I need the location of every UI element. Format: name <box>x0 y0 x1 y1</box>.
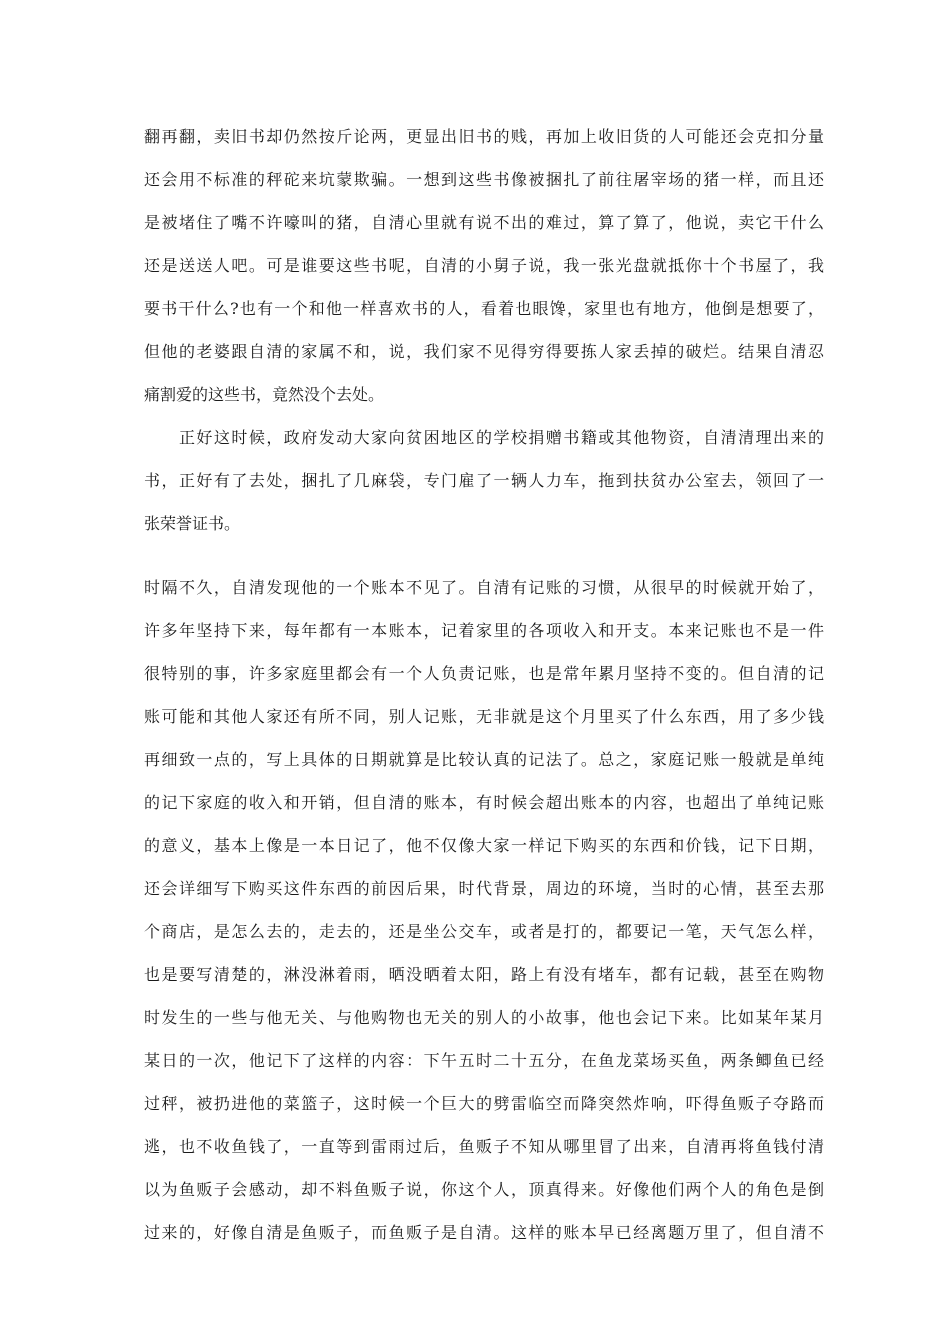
body-text-line: 某日的一次，他记下了这样的内容：下午五时二十五分，在鱼龙菜场买鱼，两条鲫鱼已经 <box>144 1051 824 1070</box>
body-text-line: 是被堵住了嘴不许嚎叫的猪，自清心里就有说不出的难过，算了算了，他说，卖它干什么 <box>144 213 824 232</box>
body-text-line: 还会详细写下购买这件东西的前因后果，时代背景，周边的环境，当时的心情，甚至去那 <box>144 879 824 898</box>
body-text-line: 个商店，是怎么去的，走去的，还是坐公交车，或者是打的，都要记一笔，天气怎么样， <box>144 922 824 941</box>
body-text-line: 的意义，基本上像是一本日记了，他不仅像大家一样记下购买的东西和价钱，记下日期， <box>144 836 824 855</box>
body-text-line: 过来的，好像自清是鱼贩子，而鱼贩子是自清。这样的账本早已经离题万里了，但自清不 <box>144 1223 824 1242</box>
body-text-line: 时隔不久，自清发现他的一个账本不见了。自清有记账的习惯，从很早的时候就开始了， <box>144 578 824 597</box>
body-text-line: 以为鱼贩子会感动，却不料鱼贩子说，你这个人，顶真得来。好像他们两个人的角色是倒 <box>144 1180 824 1199</box>
body-text-line: 要书干什么?也有一个和他一样喜欢书的人，看着也眼馋，家里也有地方，他倒是想要了， <box>144 299 824 318</box>
body-text-line: 许多年坚持下来，每年都有一本账本，记着家里的各项收入和开支。本来记账也不是一件 <box>144 621 824 640</box>
body-text-line: 过秤，被扔进他的菜篮子，这时候一个巨大的劈雷临空而降突然炸响，吓得鱼贩子夺路而 <box>144 1094 824 1113</box>
body-text-line: 痛割爱的这些书，竟然没个去处。 <box>144 385 385 404</box>
body-text-line: 书，正好有了去处，捆扎了几麻袋，专门雇了一辆人力车，拖到扶贫办公室去，领回了一 <box>144 471 824 490</box>
body-text-line: 还会用不标准的秤砣来坑蒙欺骗。一想到这些书像被捆扎了前往屠宰场的猪一样，而且还 <box>144 170 824 189</box>
body-text-line: 的记下家庭的收入和开销，但自清的账本，有时候会超出账本的内容，也超出了单纯记账 <box>144 793 824 812</box>
body-text-line: 很特别的事，许多家庭里都会有一个人负责记账，也是常年累月坚持不变的。但自清的记 <box>144 664 824 683</box>
body-text-line: 张荣誉证书。 <box>144 514 241 533</box>
body-text-line: 还是送送人吧。可是谁要这些书呢，自清的小舅子说，我一张光盘就抵你十个书屋了，我 <box>144 256 824 275</box>
body-text-line: 再细致一点的，写上具体的日期就算是比较认真的记法了。总之，家庭记账一般就是单纯 <box>144 750 824 769</box>
body-text-line: 逃，也不收鱼钱了，一直等到雷雨过后，鱼贩子不知从哪里冒了出来，自清再将鱼钱付清 <box>144 1137 824 1156</box>
body-text-line: 正好这时候，政府发动大家向贫困地区的学校捐赠书籍或其他物资，自清清理出来的 <box>144 428 824 447</box>
body-text-line: 翻再翻，卖旧书却仍然按斤论两，更显出旧书的贱，再加上收旧货的人可能还会克扣分量 <box>144 127 824 146</box>
body-text-line: 但他的老婆跟自清的家属不和，说，我们家不见得穷得要拣人家丢掉的破烂。结果自清忍 <box>144 342 824 361</box>
body-text-line: 时发生的一些与他无关、与他购物也无关的别人的小故事，他也会记下来。比如某年某月 <box>144 1008 824 1027</box>
body-text-line: 也是要写清楚的，淋没淋着雨，晒没晒着太阳，路上有没有堵车，都有记载，甚至在购物 <box>144 965 824 984</box>
body-text-line: 账可能和其他人家还有所不同，别人记账，无非就是这个月里买了什么东西，用了多少钱 <box>144 707 824 726</box>
